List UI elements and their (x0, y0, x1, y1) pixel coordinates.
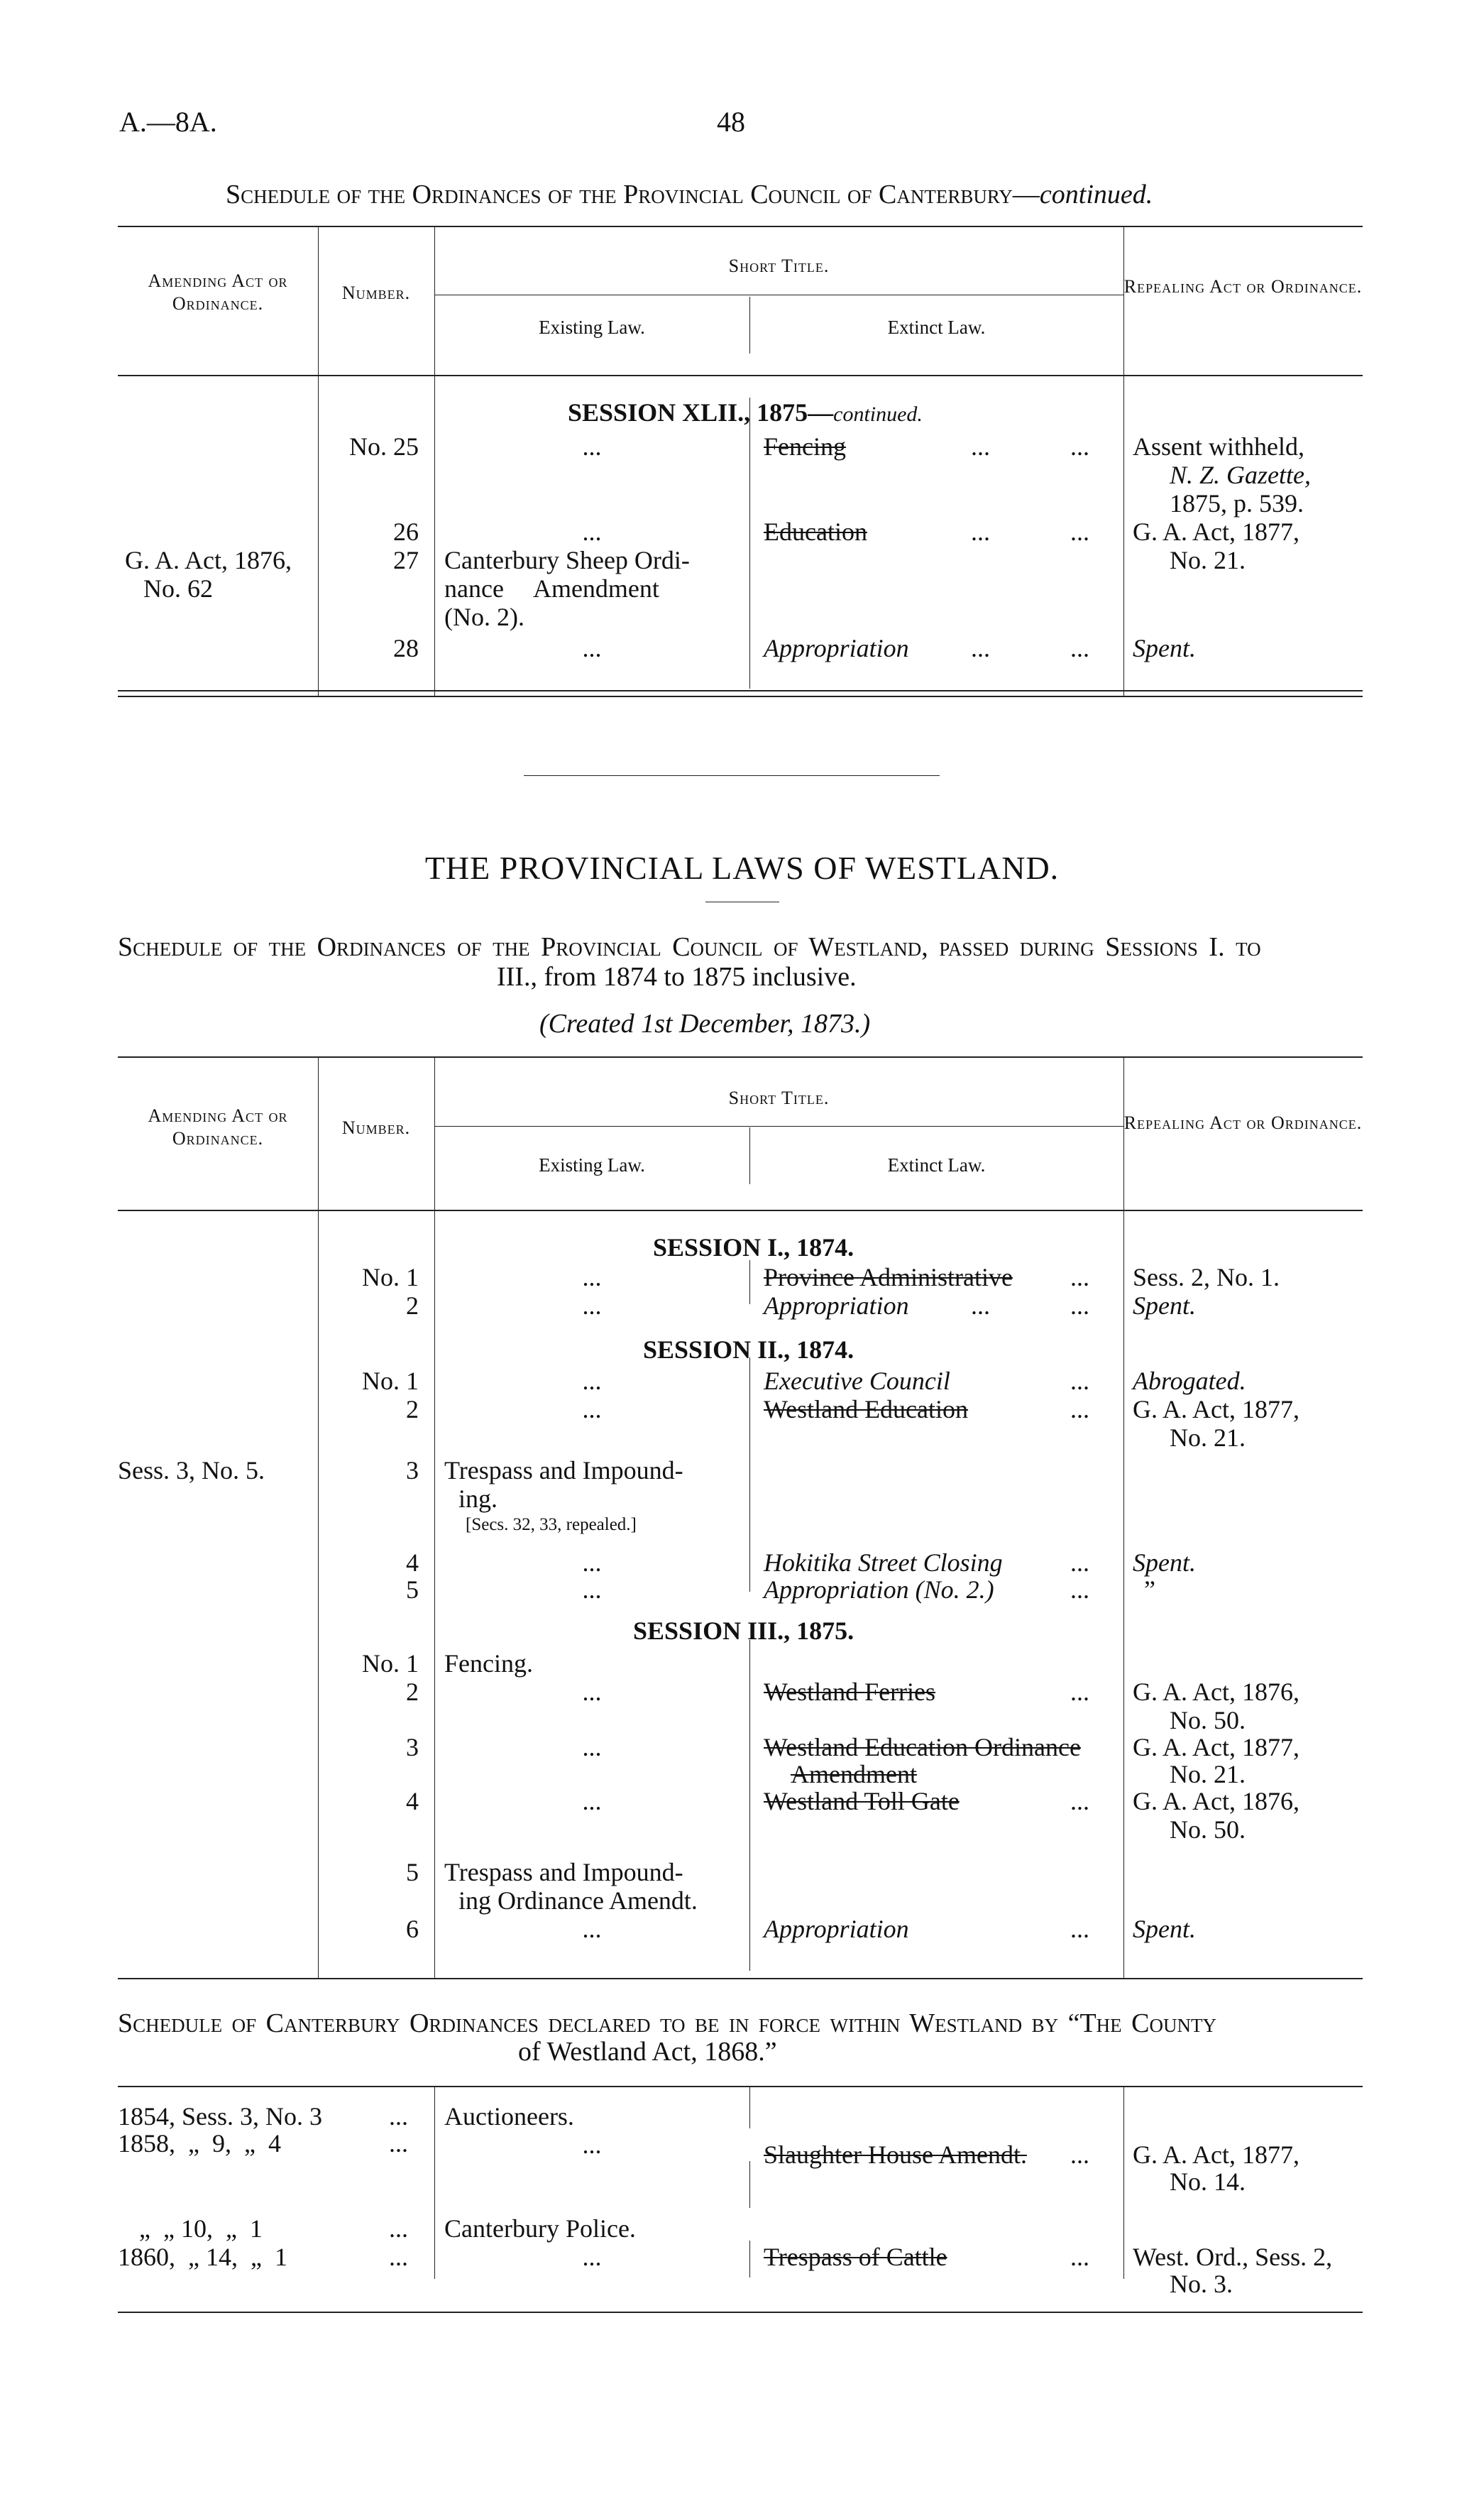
leader-dots: ... (1070, 1367, 1089, 1395)
ordinance-ref: 1858, „ 9, „ 4 (118, 2129, 281, 2158)
number-header: Number. (341, 283, 411, 303)
number-cell: 5 (406, 1575, 419, 1604)
repealing-cell: No. 21. (1170, 546, 1246, 574)
leader-dots: ... (389, 2102, 408, 2131)
amending-header: Amending Act or Ordinance. (148, 1105, 288, 1149)
leader-dots: ... (1070, 1291, 1089, 1320)
leader-dots: ... (1070, 1548, 1089, 1577)
leader-dots: ... (1070, 2140, 1089, 2169)
canterbury-caption: Schedule of the Ordinances of the Provincial Council of Canterbury—continued. (226, 180, 1153, 209)
repealing-cell: Assent withheld, (1133, 432, 1304, 461)
table3-col-divider (1123, 2086, 1124, 2279)
table2-sub-rule (434, 1126, 1123, 1127)
leader-dots: ... (389, 2214, 408, 2243)
repealing-cell: G. A. Act, 1877, (1133, 1395, 1300, 1423)
existing-cell: ... (582, 1548, 602, 1577)
repealing-cell: Spent. (1133, 1548, 1196, 1577)
table2-col-divider (749, 1260, 750, 1304)
existing-cell: ing. (458, 1484, 498, 1513)
existing-cell: ... (582, 1291, 602, 1320)
leader-dots: ... (1070, 1678, 1089, 1706)
table3-col-divider (749, 2086, 750, 2128)
extinct-cell: Westland Education Ordinance (764, 1733, 1081, 1761)
extinct-cell: Executive Council (764, 1367, 950, 1395)
leader-dots: ... (971, 518, 990, 546)
number-cell: 6 (406, 1915, 419, 1943)
session-heading: SESSION XLII., 1875—continued. (568, 398, 923, 427)
leader-dots: ... (1070, 518, 1089, 546)
extinct-cell: Appropriation (No. 2.) (764, 1575, 994, 1604)
extinct-cell: Appropriation (764, 634, 909, 662)
extinct-cell: Appropriation (764, 1915, 909, 1943)
leader-dots: ... (971, 1291, 990, 1320)
ordinance-ref: 1854, Sess. 3, No. 3 (118, 2102, 323, 2131)
leader-dots: ... (971, 634, 990, 662)
existing-note: [Secs. 32, 33, repealed.] (466, 1515, 637, 1534)
short-title-header: Short Title. (728, 1088, 830, 1108)
number-cell: 3 (406, 1733, 419, 1761)
short-title-header: Short Title. (728, 256, 830, 276)
leader-dots: ... (1070, 634, 1089, 662)
existing-law-header: Existing Law. (539, 1154, 645, 1176)
existing-cell: ... (582, 1733, 602, 1761)
repealing-cell: G. A. Act, 1877, (1133, 2140, 1300, 2169)
repealing-cell: No. 21. (1170, 1760, 1246, 1788)
westland-schedule-line2: III., from 1874 to 1875 inclusive. (497, 962, 857, 992)
number-cell: 5 (406, 1858, 419, 1886)
existing-cell: (No. 2). (444, 603, 524, 631)
extinct-cell: Province Administrative (764, 1263, 1013, 1291)
existing-cell: ... (582, 1575, 602, 1604)
session-heading: SESSION II., 1874. (643, 1335, 854, 1364)
table3-bottom-rule (118, 2312, 1363, 2313)
table1-col-divider (749, 398, 750, 689)
existing-cell: nance Amendment (444, 574, 659, 603)
repealing-cell: G. A. Act, 1877, (1133, 518, 1300, 546)
amending-cell: Sess. 3, No. 5. (118, 1456, 265, 1484)
repealing-cell: Spent. (1133, 1291, 1196, 1320)
extinct-cell: Hokitika Street Closing (764, 1548, 1003, 1577)
amending-cell: No. 62 (143, 574, 213, 603)
extinct-cell: Slaughter House Amendt. (764, 2140, 1027, 2169)
westland-schedule-line1: Schedule of the Ordinances of the Provincial Council of Westland, passed during Sessions I. to (118, 932, 1261, 962)
repealing-cell: No. 50. (1170, 1815, 1246, 1844)
amending-cell: G. A. Act, 1876, (125, 546, 292, 574)
existing-cell: Fencing. (444, 1649, 533, 1678)
number-cell: 3 (406, 1456, 419, 1484)
repealing-cell: 1875, p. 539. (1170, 489, 1304, 518)
existing-cell: ... (582, 1678, 602, 1706)
table2-col-divider (749, 1640, 750, 1971)
westland-created: (Created 1st December, 1873.) (539, 1009, 871, 1039)
in-force-caption-line2: of Westland Act, 1868.” (518, 2037, 777, 2067)
number-cell: 4 (406, 1787, 419, 1815)
number-header: Number. (341, 1117, 411, 1138)
table1-bottom-rule (118, 696, 1363, 697)
extinct-cell: Trespass of Cattle (764, 2243, 947, 2271)
leader-dots: ... (1070, 1395, 1089, 1423)
number-cell: 4 (406, 1548, 419, 1577)
section-separator (524, 775, 940, 776)
repealing-cell: N. Z. Gazette, (1170, 461, 1312, 489)
number-cell: 2 (406, 1395, 419, 1423)
extinct-cell: Education (764, 518, 867, 546)
existing-cell: ... (582, 432, 602, 461)
repealing-cell: No. 3. (1170, 2270, 1233, 2298)
existing-cell: ing Ordinance Amendt. (458, 1886, 698, 1915)
existing-cell: ... (582, 1787, 602, 1815)
number-cell: No. 1 (362, 1367, 419, 1395)
leader-dots: ... (971, 432, 990, 461)
extinct-cell: Amendment (791, 1760, 917, 1788)
table2-col-divider (434, 1056, 435, 1978)
existing-cell: ... (582, 2243, 602, 2271)
repealing-cell: No. 14. (1170, 2167, 1246, 2196)
existing-cell: Trespass and Impound- (444, 1456, 683, 1484)
repealing-header: Repealing Act or Ordinance. (1123, 276, 1363, 297)
existing-cell: ... (582, 1915, 602, 1943)
existing-cell: ... (582, 2131, 602, 2159)
session-heading: SESSION I., 1874. (653, 1233, 854, 1262)
table3-col-divider (749, 2241, 750, 2277)
table1-header-rule (118, 375, 1363, 376)
repealing-cell: Abrogated. (1133, 1367, 1246, 1395)
number-cell: No. 25 (349, 432, 419, 461)
number-cell: 28 (393, 634, 419, 662)
existing-cell: Canterbury Sheep Ordi- (444, 546, 690, 574)
in-force-caption-line1: Schedule of Canterbury Ordinances declared to be in force within Westland by “The County (118, 2008, 1216, 2038)
table1-bottom-rule (118, 690, 1363, 691)
existing-cell: ... (582, 634, 602, 662)
number-cell: No. 1 (362, 1263, 419, 1291)
leader-dots: ... (1070, 1787, 1089, 1815)
repealing-cell: ” (1144, 1575, 1155, 1604)
extinct-cell: Appropriation (764, 1291, 909, 1320)
repealing-cell: No. 21. (1170, 1423, 1246, 1452)
extinct-cell: Fencing (764, 432, 846, 461)
repealing-cell: G. A. Act, 1876, (1133, 1678, 1300, 1706)
leader-dots: ... (1070, 2243, 1089, 2271)
table2-bottom-rule (118, 1978, 1363, 1979)
number-cell: No. 1 (362, 1649, 419, 1678)
existing-cell: ... (582, 518, 602, 546)
repealing-header: Repealing Act or Ordinance. (1123, 1112, 1363, 1133)
table2-top-rule (118, 1056, 1363, 1058)
repealing-cell: Spent. (1133, 634, 1196, 662)
table2-col-divider (1123, 1056, 1124, 1978)
repealing-cell: G. A. Act, 1877, (1133, 1733, 1300, 1761)
leader-dots: ... (1070, 1263, 1089, 1291)
number-cell: 2 (406, 1678, 419, 1706)
page-ref: A.—8A. (119, 106, 217, 138)
session-heading: SESSION III., 1875. (633, 1617, 854, 1645)
table2-col-divider (749, 1357, 750, 1592)
ordinance-ref: 1860, „ 14, „ 1 (118, 2243, 287, 2271)
leader-dots: ... (1070, 1575, 1089, 1604)
existing-law-header: Existing Law. (539, 317, 645, 338)
extinct-cell: Westland Ferries (764, 1678, 936, 1706)
number-cell: 2 (406, 1291, 419, 1320)
repealing-cell: G. A. Act, 1876, (1133, 1787, 1300, 1815)
existing-cell: Auctioneers. (444, 2102, 574, 2131)
westland-title: THE PROVINCIAL LAWS OF WESTLAND. (424, 850, 1060, 886)
number-cell: 27 (393, 546, 419, 574)
ordinance-ref: „ „ 10, „ 1 (139, 2214, 263, 2243)
repealing-cell: No. 50. (1170, 1706, 1246, 1734)
repealing-cell: West. Ord., Sess. 2, (1133, 2243, 1333, 2271)
leader-dots: ... (1070, 1915, 1089, 1943)
extinct-law-header: Extinct Law. (887, 317, 986, 338)
table3-top-rule (118, 2086, 1363, 2087)
existing-cell: ... (582, 1263, 602, 1291)
leader-dots: ... (389, 2129, 408, 2158)
extinct-cell: Westland Toll Gate (764, 1787, 960, 1815)
repealing-cell: Spent. (1133, 1915, 1196, 1943)
extinct-law-header: Extinct Law. (887, 1154, 986, 1176)
amending-header: Amending Act or Ordinance. (148, 270, 288, 314)
existing-cell: Trespass and Impound- (444, 1858, 683, 1886)
existing-cell: ... (582, 1367, 602, 1395)
table2-header-rule (118, 1210, 1363, 1211)
leader-dots: ... (1070, 432, 1089, 461)
leader-dots: ... (389, 2243, 408, 2271)
page-number: 48 (717, 106, 745, 138)
extinct-cell: Westland Education (764, 1395, 969, 1423)
table3-col-divider (749, 2161, 750, 2208)
table2-col-divider (318, 1056, 319, 1978)
existing-cell: ... (582, 1395, 602, 1423)
existing-cell: Canterbury Police. (444, 2214, 636, 2243)
table1-top-rule (118, 226, 1363, 227)
number-cell: 26 (393, 518, 419, 546)
repealing-cell: Sess. 2, No. 1. (1133, 1263, 1280, 1291)
